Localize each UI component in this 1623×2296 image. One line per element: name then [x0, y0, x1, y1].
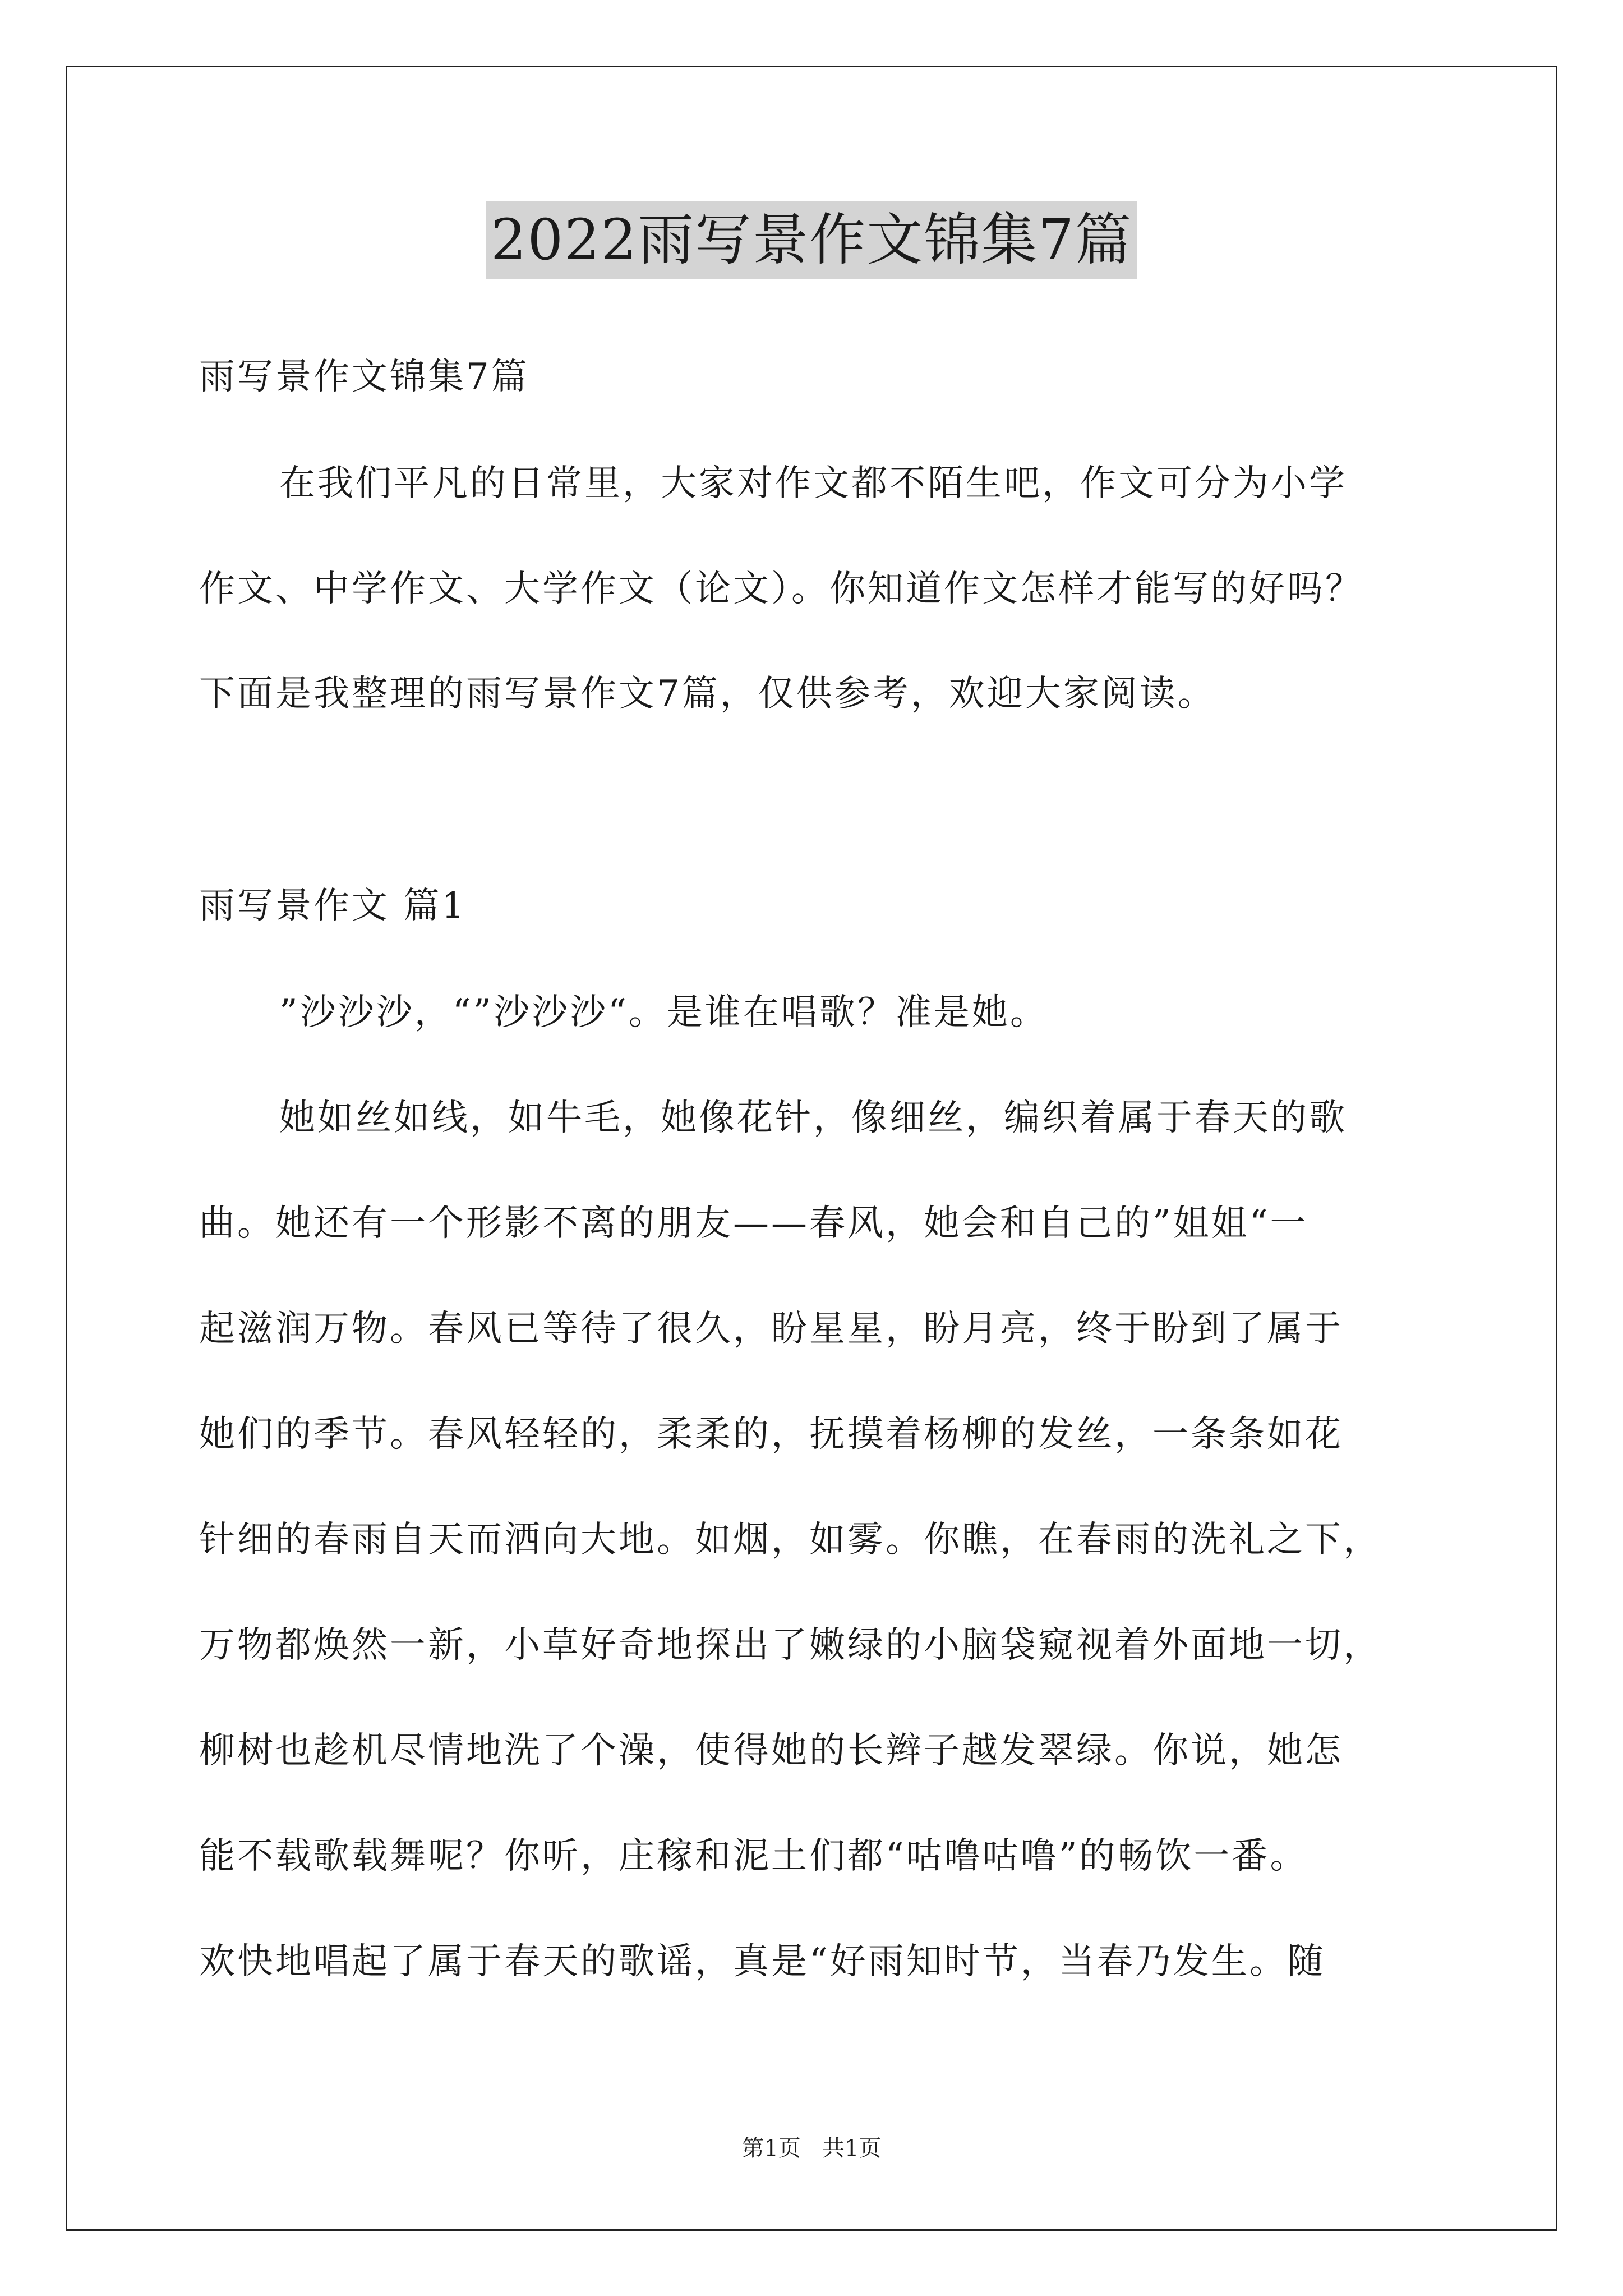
body-line: 她们的季节。春风轻轻的，柔柔的，抚摸着杨柳的发丝，一条条如花 — [199, 1414, 1343, 1455]
body-line: 万物都焕然一新，小草好奇地探出了嫩绿的小脑袋窥视着外面地一切， — [199, 1625, 1381, 1666]
subtitle: 雨写景作文锦集7篇 — [199, 356, 529, 398]
intro-line: 作文、中学作文、大学作文（论文）。你知道作文怎样才能写的好吗？ — [199, 568, 1363, 610]
body-line: ”沙沙沙，“”沙沙沙“。是谁在唱歌？准是她。 — [279, 992, 1048, 1033]
body-line: 柳树也趁机尽情地洗了个澡，使得她的长辫子越发翠绿。你说，她怎 — [199, 1730, 1343, 1772]
body-line: 曲。她还有一个形影不离的朋友——春风，她会和自己的”姐姐“一 — [199, 1203, 1308, 1244]
body-line: 能不载歌载舞呢？你听，庄稼和泥土们都“咕噜咕噜”的畅饮一番。 — [199, 1835, 1308, 1877]
body-line: 她如丝如线，如牛毛，她像花针，像细丝，编织着属于春天的歌 — [279, 1097, 1347, 1139]
body-line: 欢快地唱起了属于春天的歌谣，真是“好雨知时节，当春乃发生。随 — [199, 1941, 1326, 1982]
section-heading: 雨写景作文 篇1 — [199, 885, 467, 927]
intro-line: 下面是我整理的雨写景作文7篇，仅供参考，欢迎大家阅读。 — [199, 673, 1216, 715]
document-title: 2022雨写景作文锦集7篇 — [486, 201, 1137, 279]
body-line: 针细的春雨自天而洒向大地。如烟，如雾。你瞧，在春雨的洗礼之下， — [199, 1519, 1381, 1561]
intro-line: 在我们平凡的日常里，大家对作文都不陌生吧，作文可分为小学 — [279, 463, 1347, 504]
page-footer: 第1页 共1页 — [741, 2136, 882, 2161]
body-line: 起滋润万物。春风已等待了很久，盼星星，盼月亮，终于盼到了属于 — [199, 1308, 1343, 1350]
title-container — [0, 201, 1623, 279]
